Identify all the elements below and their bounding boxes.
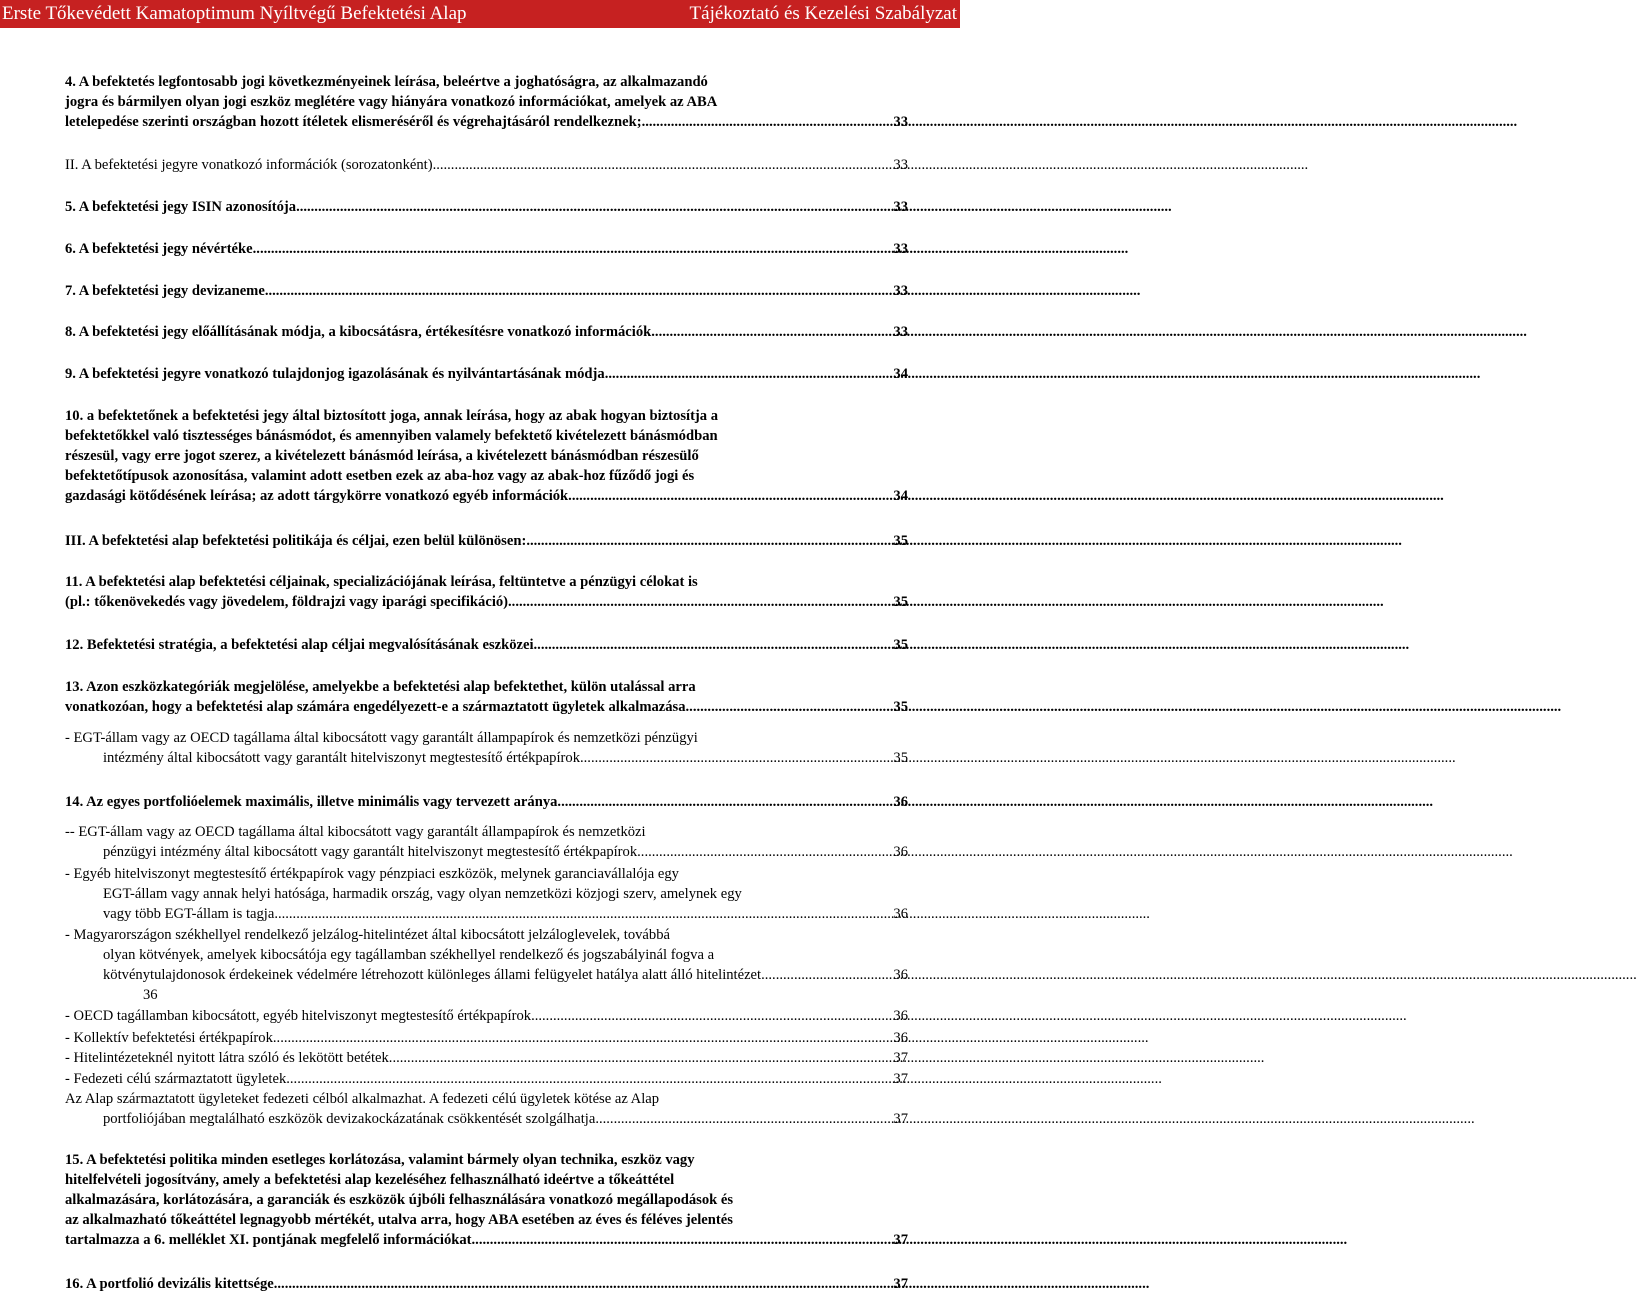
dot-leader <box>286 1069 892 1089</box>
dot-leader <box>472 1230 893 1250</box>
toc-page-number: 33 <box>893 199 908 215</box>
toc-page-number: 34 <box>893 366 908 382</box>
toc-entry-e11[interactable] <box>65 572 908 612</box>
dot-leader <box>274 904 892 924</box>
toc-page-number: 33 <box>893 114 908 130</box>
toc-entry-text-line: pénzügyi intézmény által kibocsátott vagy garantált hitelviszonyt megtestesítő értékpapírok <box>103 844 638 860</box>
toc-entry-text-line: 12. Befektetési stratégia, a befektetési alap céljai megvalósításának eszközei <box>65 637 534 653</box>
toc-entry-text-line: - Egyéb hitelviszonyt megtestesítő értékpapírok vagy pénzpiaci eszközök, melynek garanciavállalója egy <box>65 866 679 882</box>
toc-entry-text-line: 7. A befektetési jegy devizaneme <box>65 283 265 299</box>
toc-entry-text-line: 4. A befektetés legfontosabb jogi következményeinek leírása, beleértve a joghatóságra, az alkalmazandó <box>65 74 708 90</box>
toc-entry-text-line: -- EGT-állam vagy az OECD tagállama által kibocsátott vagy garantált állampapírok és nemzetközi <box>65 824 646 840</box>
toc-entry-e14g[interactable] <box>65 1069 908 1089</box>
toc-entry-e14c[interactable] <box>65 925 908 985</box>
toc-page-number: 36 <box>893 906 908 922</box>
toc-entry-text-line: jogra és bármilyen olyan jogi eszköz meglétére vagy hiányára vonatkozó információkat, amelyek az ABA <box>65 94 718 110</box>
toc-entry-text-line: vagy több EGT-állam is tagja <box>103 906 275 922</box>
toc-entry-eIII[interactable] <box>65 531 908 551</box>
toc-entry-e8[interactable] <box>65 322 908 342</box>
toc-entry-text-line: Az Alap származtatott ügyleteket fedezeti célból alkalmazhat. A fedezeti célú ügyletek kötése az Alap <box>65 1091 660 1107</box>
toc-entry-e10[interactable] <box>65 406 908 506</box>
dot-leader <box>296 197 892 217</box>
toc-entry-text-line: III. A befektetési alap befektetési politikája és céljai, ezen belül különösen: <box>65 533 527 549</box>
toc-page-number: 36 <box>893 967 908 983</box>
toc-page-number: 35 <box>893 637 908 653</box>
dot-leader <box>273 1028 893 1048</box>
toc-page-number: 36 <box>893 844 908 860</box>
dot-leader <box>508 592 892 612</box>
dot-leader <box>761 965 892 985</box>
toc-entry-e15[interactable] <box>65 1150 908 1250</box>
toc-entry-text-line: 5. A befektetési jegy ISIN azonosítója <box>65 199 297 215</box>
toc-page-number: 35 <box>893 750 908 766</box>
toc-entry-text-line: letelepedése szerinti országban hozott ítéletek elismeréséről és végrehajtásáról rendelkeznek; <box>65 114 642 130</box>
dot-leader <box>568 486 892 506</box>
dot-leader <box>637 842 892 862</box>
dot-leader <box>531 1006 892 1026</box>
toc-entry-e16[interactable] <box>65 1274 908 1294</box>
dot-leader <box>253 239 893 259</box>
header-fund-name: Erste Tőkevédett Kamatoptimum Nyíltvégű Befektetési Alap <box>2 3 467 24</box>
toc-entry-e12[interactable] <box>65 635 908 655</box>
toc-entry-text-line: - Hitelintézeteknél nyitott látra szóló és lekötött betétek <box>65 1050 389 1066</box>
toc-page-number: 35 <box>893 533 908 549</box>
toc-page-number: 37 <box>893 1050 908 1066</box>
toc-page-number: 37 <box>893 1276 908 1292</box>
toc-entry-text-line: 15. A befektetési politika minden esetleges korlátozása, valamint bármely olyan technika, eszköz vagy <box>65 1152 695 1168</box>
toc-entry-e6[interactable] <box>65 239 908 259</box>
toc-entry-text-line: 9. A befektetési jegyre vonatkozó tulajdonjog igazolásának és nyilvántartásának módja <box>65 366 605 382</box>
toc-entry-e13a[interactable] <box>65 728 908 768</box>
toc-page-number: 34 <box>893 488 908 504</box>
toc-entry-text-line: - Kollektív befektetési értékpapírok <box>65 1030 273 1046</box>
toc-page-number: 35 <box>893 594 908 610</box>
toc-entry-e7[interactable] <box>65 281 908 301</box>
toc-entry-text-line: 16. A portfolió devizális kitettsége <box>65 1276 274 1292</box>
toc-entry-text-line: EGT-állam vagy annak helyi hatósága, harmadik ország, vagy olyan nemzetközi közjogi szerv, amelynek egy <box>103 886 742 902</box>
toc-entry-text-line: gazdasági kötődésének leírása; az adott tárgykörre vonatkozó egyéb információk <box>65 488 569 504</box>
toc-entry-text-line: II. A befektetési jegyre vonatkozó információk (sorozatonként) <box>65 157 433 173</box>
toc-entry-text-line: - Magyarországon székhellyel rendelkező jelzálog-hitelintézet által kibocsátott jelzáloglevelek, továbbá <box>65 927 670 943</box>
toc-page-number: 33 <box>893 157 908 173</box>
toc-entry-text-line: hitelfelvételi jogosítvány, amely a befektetési alap kezeléséhez felhasználható ideértve a tőkeáttétel <box>65 1172 675 1188</box>
toc-entry-e5[interactable] <box>65 197 908 217</box>
dot-leader <box>433 155 893 175</box>
dot-leader <box>274 1274 893 1294</box>
toc-page-number: 33 <box>893 283 908 299</box>
dot-leader <box>265 281 893 301</box>
toc-entry-text-line: 8. A befektetési jegy előállításának módja, a kibocsátásra, értékesítésre vonatkozó információk <box>65 324 652 340</box>
toc-entry-text-line: 11. A befektetési alap befektetési céljainak, specializációjának leírása, feltüntetve a pénzügyi célokat is <box>65 574 698 590</box>
dot-leader <box>642 112 893 132</box>
toc-entry-text-line: alkalmazására, korlátozására, a garanciák és eszközök újbóli felhasználására vonatkozó megállapodások és <box>65 1192 734 1208</box>
toc-entry-text-line: - OECD tagállamban kibocsátott, egyéb hitelviszonyt megtestesítő értékpapírok <box>65 1008 532 1024</box>
toc-entry-e4[interactable] <box>65 72 908 132</box>
toc-entry-text-line: befektetőtípusok azonosítása, valamint adott esetben ezek az aba-hoz vagy az abak-hoz fűződő jogi és <box>65 468 695 484</box>
toc-entry-text-line: (pl.: tőkenövekedés vagy jövedelem, földrajzi vagy iparági specifikáció) <box>65 594 509 610</box>
toc-entry-text-line: kötvénytulajdonosok érdekeinek védelmére létrehozott különleges állami felügyelet hatálya alatt álló hitelintézet <box>103 967 762 983</box>
toc-page-number: 36 <box>893 1030 908 1046</box>
toc-entry-text-line: 10. a befektetőnek a befektetési jegy által biztosított joga, annak leírása, hogy az abak hogyan biztosítja a <box>65 408 719 424</box>
toc-page-number: 33 <box>893 241 908 257</box>
toc-entry-text-line: - EGT-állam vagy az OECD tagállama által kibocsátott vagy garantált állampapírok és nemzetközi pénzügyi <box>65 730 698 746</box>
toc-entry-text-line: befektetőkkel való tisztességes bánásmódot, és amennyiben valamely befektető kivételezett bánásmódban <box>65 428 718 444</box>
toc-entry-e14f[interactable] <box>65 1048 908 1068</box>
toc-entry-text-line: tartalmazza a 6. melléklet XI. pontjának megfelelő információkat <box>65 1232 472 1248</box>
toc-page-number: 33 <box>893 324 908 340</box>
dot-leader <box>534 635 893 655</box>
dot-leader <box>605 364 893 384</box>
toc-entry-text-line: olyan kötvények, amelyek kibocsátója egy tagállamban székhellyel rendelkező és jogszabályinál fogva a <box>103 947 715 963</box>
toc-entry-text-line: - Fedezeti célú származtatott ügyletek <box>65 1071 287 1087</box>
document-header <box>0 0 960 28</box>
toc-page-number: 35 <box>893 699 908 715</box>
toc-entry-text-line: részesül, vagy erre jogot szerez, a kivételezett bánásmód leírása, a kivételezett bánásmódban részesülő <box>65 448 699 464</box>
toc-entry-e14b[interactable] <box>65 864 908 924</box>
dot-leader <box>686 697 893 717</box>
wrapped-page-number: 36 <box>143 987 158 1003</box>
toc-entry-e13[interactable] <box>65 677 908 717</box>
toc-entry-eII[interactable] <box>65 155 908 175</box>
toc-entry-text-line: 6. A befektetési jegy névértéke <box>65 241 253 257</box>
toc-page-number: 37 <box>893 1232 908 1248</box>
toc-entry-e9[interactable] <box>65 364 908 384</box>
dot-leader <box>557 792 892 812</box>
toc-entry-text-line: 14. Az egyes portfolióelemek maximális, illetve minimális vagy tervezett aránya <box>65 794 558 810</box>
toc-entry-text-line: intézmény által kibocsátott vagy garantált hitelviszonyt megtestesítő értékpapírok <box>103 750 580 766</box>
toc-entry-text-line: az alkalmazható tőkeáttétel legnagyobb mértékét, utalva arra, hogy ABA esetében az éves és féléves jelentés <box>65 1212 733 1228</box>
dot-leader <box>651 322 892 342</box>
header-document-title: Tájékoztató és Kezelési Szabályzat <box>689 3 957 24</box>
dot-leader <box>389 1048 893 1068</box>
toc-entry-e14e[interactable] <box>65 1028 908 1048</box>
toc-page-number: 36 <box>893 794 908 810</box>
toc-entry-e14h[interactable] <box>65 1089 908 1129</box>
toc-entry-text-line: 13. Azon eszközkategóriák megjelölése, amelyekbe a befektetési alap befektethet, külön utalással arra <box>65 679 696 695</box>
toc-page-number: 37 <box>893 1071 908 1087</box>
toc-entry-text-line: vonatkozóan, hogy a befektetési alap számára engedélyezett-e a származtatott ügyletek alkalmazása <box>65 699 686 715</box>
toc-entry-e14d[interactable] <box>65 1006 908 1026</box>
dot-leader <box>599 1109 892 1129</box>
toc-entry-e14a[interactable] <box>65 822 908 862</box>
dot-leader <box>580 748 892 768</box>
toc-entry-e14[interactable] <box>65 792 908 812</box>
toc-page-number: 36 <box>893 1008 908 1024</box>
dot-leader <box>526 531 892 551</box>
toc-page-number: 37 <box>893 1111 908 1127</box>
toc-entry-text-line: portfoliójában megtalálható eszközök devizakockázatának csökkentését szolgálhatja. <box>103 1111 599 1127</box>
